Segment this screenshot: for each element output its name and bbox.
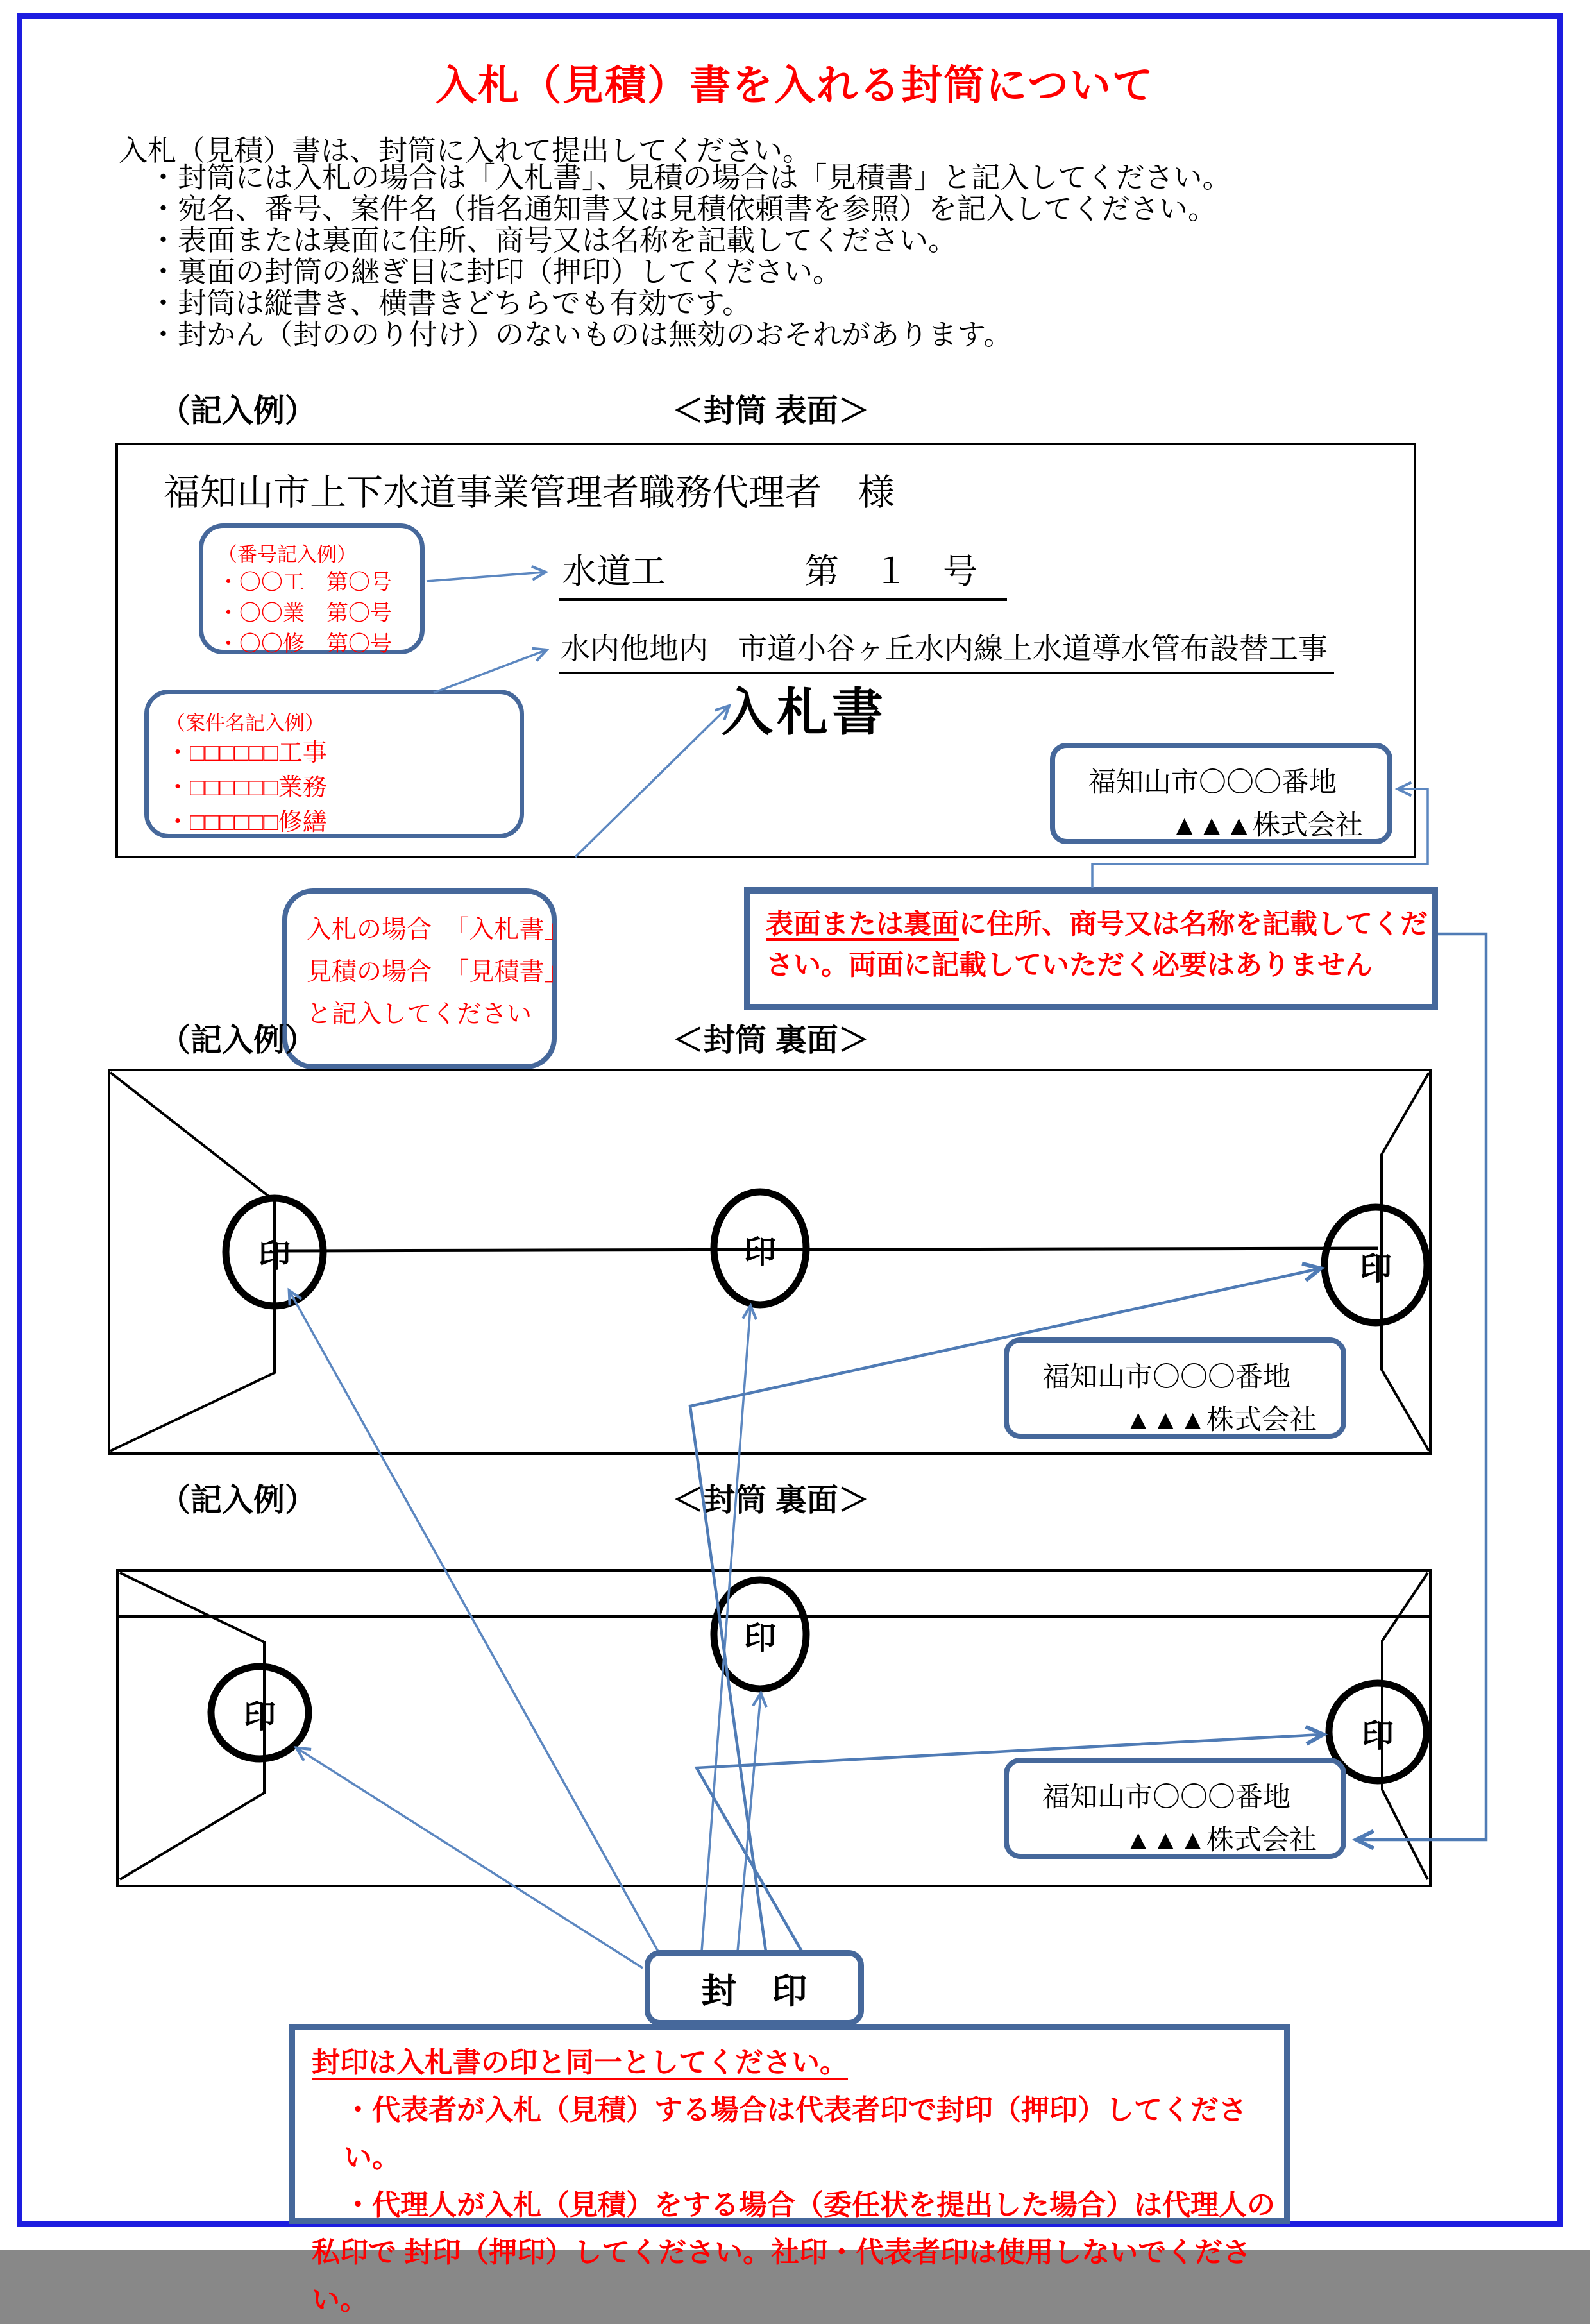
sender-address-line: 福知山市〇〇〇番地 xyxy=(1088,767,1337,798)
address-note-rest: に住所、商号又は名称を記載してくだ xyxy=(959,909,1428,940)
seal-here-box xyxy=(645,1950,864,2026)
seal-note-line2: ・代表者が入札（見積）する場合は代表者印で封印（押印）してください。 xyxy=(344,2094,1247,2173)
case-example-box xyxy=(144,690,524,838)
seal-note-line3: ・代理人が入札（見積）をする場合（委任状を提出した場合）は代理人の xyxy=(344,2189,1275,2221)
case-example-item: ・□□□□□□修繕 xyxy=(165,809,327,836)
number-example-item: ・〇〇修 第〇号 xyxy=(217,632,392,656)
seal-note-underlined: 封印は入札書の印と同一としてください。 xyxy=(312,2047,848,2078)
address-note-line2: さい。両面に記載していただく必要はありません xyxy=(766,950,1373,981)
addressee-line: 福知山市上下水道事業管理者職務代理者 様 xyxy=(164,472,895,513)
seal-stamp-label: 印 xyxy=(1362,1718,1394,1754)
sender-address-box-back-2 xyxy=(1004,1758,1346,1859)
address-note-box xyxy=(744,887,1438,1010)
envelope-front-label: ＜封筒 表面＞ xyxy=(672,394,870,428)
callout-line: 入札の場合 「入札書」 xyxy=(307,916,570,944)
page-title: 入札（見積）書を入れる封筒について xyxy=(436,62,1154,108)
sender-company-line: ▲▲▲株式会社 xyxy=(1124,1405,1317,1436)
seal-note-line4: 私印で 封印（押印）してください。社印・代表者印は使用しないでください。 xyxy=(312,2237,1251,2316)
envelope-back-label-2: ＜封筒 裏面＞ xyxy=(672,1483,870,1518)
address-note-underlined: 表面または裏面 xyxy=(766,909,959,940)
sender-address-box-front xyxy=(1050,743,1392,844)
example-label-1: （記入例） xyxy=(159,394,317,428)
case-example-title: （案件名記入例） xyxy=(165,712,325,734)
sender-address-line: 福知山市〇〇〇番地 xyxy=(1042,1362,1290,1393)
number-example-title: （番号記入例） xyxy=(217,543,357,566)
bullet-item: ・封筒は縦書き、横書きどちらでも有効です。 xyxy=(149,287,752,319)
bullet-list xyxy=(149,162,1231,350)
bullet-item: ・封筒には入札の場合は「入札書」、見積の場合は「見積書」と記入してください。 xyxy=(149,161,1231,194)
seal-here-label: 封 印 xyxy=(701,1971,808,2011)
example-label-3: （記入例） xyxy=(159,1483,317,1518)
number-example-item: ・〇〇工 第〇号 xyxy=(217,570,392,595)
bullet-item: ・裏面の封筒の継ぎ目に封印（押印）してください。 xyxy=(149,255,842,288)
bullet-item: ・封かん（封ののり付け）のないものは無効のおそれがあります。 xyxy=(149,318,1013,351)
sender-company-line: ▲▲▲株式会社 xyxy=(1171,810,1363,841)
seal-stamp-label: 印 xyxy=(244,1699,276,1735)
example-label-2: （記入例） xyxy=(159,1023,317,1058)
envelope-doc-type: 入札書 xyxy=(722,684,887,741)
case-example-item: ・□□□□□□業務 xyxy=(165,774,327,801)
sender-address-box-back-1 xyxy=(1004,1337,1346,1439)
intro-text: 入札（見積）書は、封筒に入れて提出してください。 xyxy=(119,134,812,167)
seal-stamp-label: 印 xyxy=(744,1234,776,1270)
seal-stamp-label: 印 xyxy=(258,1238,291,1274)
address-note-line1 xyxy=(766,904,1432,945)
bullet-item: ・表面または裏面に住所、商号又は名称を記載してください。 xyxy=(149,224,958,257)
seal-note-line1 xyxy=(312,2039,1284,2087)
seal-stamp-label: 印 xyxy=(1360,1251,1392,1287)
sender-company-line: ▲▲▲株式会社 xyxy=(1124,1825,1317,1856)
number-example-box xyxy=(199,523,425,654)
envelope-case-line: 水内他地内 市道小谷ヶ丘水内線上水道導水管布設替工事 xyxy=(559,625,1334,674)
callout-line: と記入してください xyxy=(307,1001,532,1028)
number-example-item: ・〇〇業 第〇号 xyxy=(217,601,392,625)
sender-address-line: 福知山市〇〇〇番地 xyxy=(1042,1782,1290,1813)
seal-stamp-label: 印 xyxy=(744,1620,776,1656)
seal-note-box xyxy=(289,2024,1290,2316)
envelope-number-line: 水道工 第 １ 号 xyxy=(559,544,1007,601)
callout-line: 見積の場合 「見積書」 xyxy=(307,958,570,986)
doc-type-callout-box xyxy=(282,888,570,1069)
envelope-back-label-1: ＜封筒 裏面＞ xyxy=(672,1023,870,1058)
case-example-item: ・□□□□□□工事 xyxy=(165,740,327,767)
bullet-item: ・宛名、番号、案件名（指名通知書又は見積依頼書を参照）を記入してください。 xyxy=(149,192,1217,225)
